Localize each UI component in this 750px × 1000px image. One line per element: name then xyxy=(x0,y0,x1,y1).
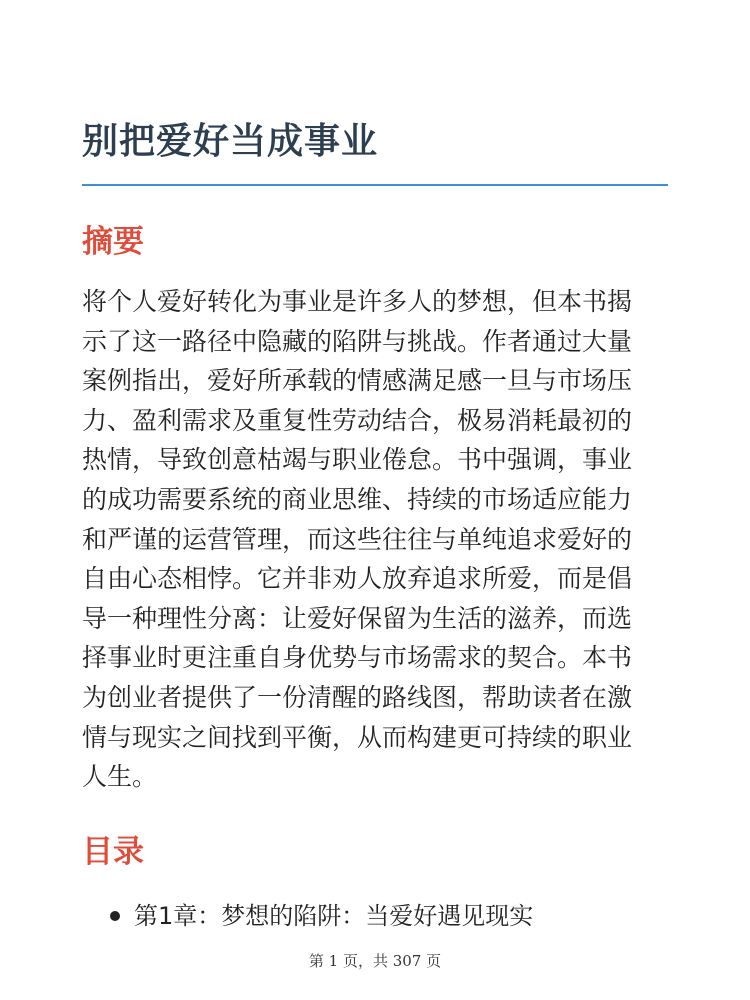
abstract-line: 择事业时更注重自身优势与市场需求的契合。本书 xyxy=(82,643,633,673)
toc-heading: 目录 xyxy=(82,834,144,870)
abstract-line: 导一种理性分离：让爱好保留为生活的滋养，而选 xyxy=(82,603,633,633)
toc-list xyxy=(108,896,533,936)
abstract-line: 为创业者提供了一份清醒的路线图，帮助读者在激 xyxy=(82,682,633,712)
abstract-line: 热情，导致创意枯竭与职业倦怠。书中强调，事业 xyxy=(82,445,633,475)
abstract-line: 的成功需要系统的商业思维、持续的市场适应能力 xyxy=(82,484,633,514)
abstract-line: 人生。 xyxy=(82,762,158,792)
toc-item[interactable] xyxy=(108,896,533,936)
page-number-footer: 第 1 页，共 307 页 xyxy=(308,952,442,970)
abstract-line: 和严谨的运营管理，而这些往往与单纯追求爱好的 xyxy=(82,524,633,554)
abstract-line: 示了这一路径中隐藏的陷阱与挑战。作者通过大量 xyxy=(82,326,633,356)
abstract-line: 将个人爱好转化为事业是许多人的梦想，但本书揭 xyxy=(82,287,633,316)
bullet-icon xyxy=(110,911,120,921)
toc-item-label: 第1章：梦想的陷阱：当爱好遇见现实 xyxy=(134,902,534,930)
abstract-line: 自由心态相悖。它并非劝人放弃追求所爱，而是倡 xyxy=(82,564,633,594)
document-title: 别把爱好当成事业 xyxy=(82,121,379,162)
abstract-heading: 摘要 xyxy=(82,224,144,260)
abstract-paragraph xyxy=(82,282,682,797)
title-divider xyxy=(82,184,668,186)
abstract-line: 案例指出，爱好所承载的情感满足感一旦与市场压 xyxy=(82,366,633,396)
abstract-line: 情与现实之间找到平衡，从而构建更可持续的职业 xyxy=(82,722,633,752)
abstract-line: 力、盈利需求及重复性劳动结合，极易消耗最初的 xyxy=(82,405,633,435)
